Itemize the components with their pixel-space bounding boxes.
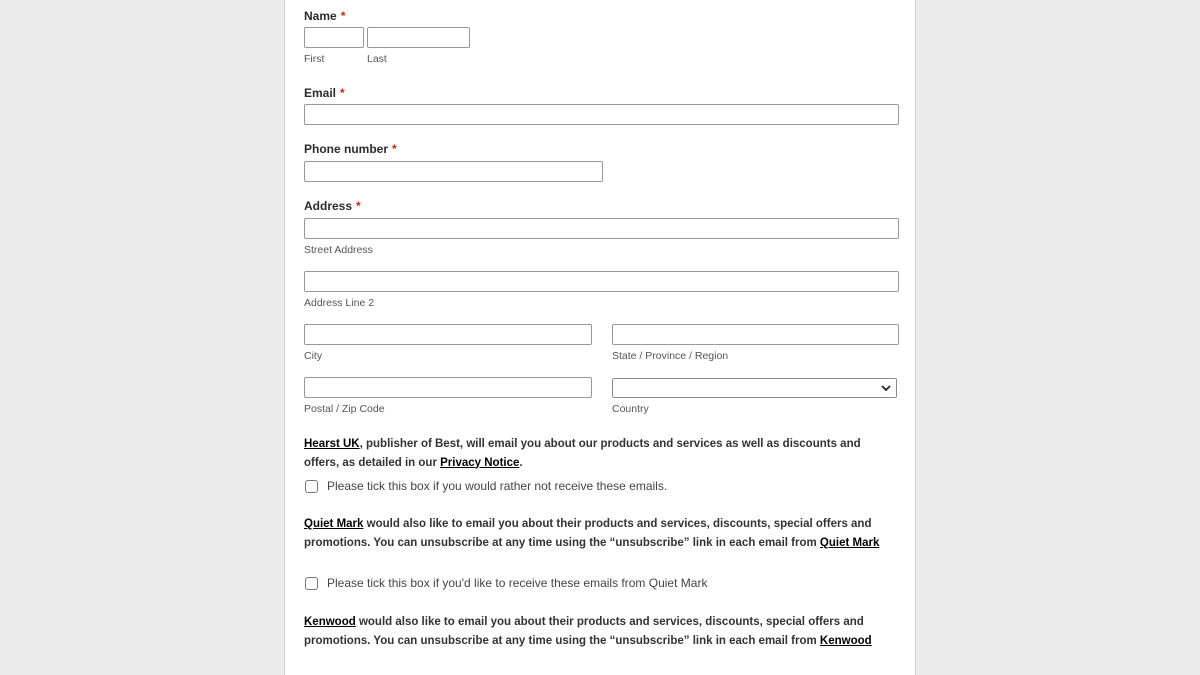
last-name-input[interactable]: [367, 27, 470, 48]
quiet-mark-link[interactable]: Quiet Mark: [304, 518, 364, 530]
phone-label-text: Phone number: [304, 142, 389, 156]
hearst-optout-label[interactable]: Please tick this box if you would rather not receive these emails.: [327, 479, 668, 493]
chevron-down-icon: [880, 382, 892, 394]
phone-input[interactable]: [304, 161, 603, 182]
street-address-sublabel: Street Address: [304, 244, 373, 256]
address-label-text: Address: [304, 199, 353, 213]
state-sublabel: State / Province / Region: [612, 350, 729, 362]
kenwood-consent-text: [304, 613, 894, 650]
hearst-consent-end: .: [519, 456, 523, 469]
state-input[interactable]: [612, 324, 899, 345]
privacy-notice-link[interactable]: Privacy Notice: [440, 456, 520, 469]
required-asterisk: *: [392, 142, 397, 156]
address-line2-sublabel: Address Line 2: [304, 297, 375, 309]
city-sublabel: City: [304, 350, 323, 362]
kenwood-link[interactable]: Kenwood: [304, 616, 356, 628]
required-asterisk: *: [340, 9, 346, 23]
hearst-consent-text: [304, 435, 894, 472]
postal-code-sublabel: Postal / Zip Code: [304, 403, 385, 415]
hearst-consent-body: , publisher of Best, will email you about our products and services as well as discounts and offers, as detailed in our: [304, 438, 861, 469]
postal-code-input[interactable]: [304, 377, 592, 398]
kenwood-link-2[interactable]: Kenwood: [819, 634, 872, 647]
quietmark-consent-text: [304, 515, 894, 552]
kenwood-consent-body: would also like to email you about their products and services, discounts, special offers and promotions. You can unsubscribe at any time using the “unsubscribe” link in each email from: [304, 616, 864, 647]
email-label: [304, 86, 345, 100]
country-select[interactable]: [612, 378, 897, 398]
country-sublabel: Country: [612, 403, 649, 415]
quietmark-consent-body: would also like to email you about their products and services, discounts, special offers and promotions. You can unsubscribe at any time using the “unsubscribe” link in each email from: [304, 518, 872, 549]
name-label: [304, 9, 345, 23]
quietmark-optin-checkbox[interactable]: [305, 577, 318, 590]
email-input[interactable]: [304, 104, 899, 125]
form-panel: [284, 0, 916, 675]
hearst-uk-link[interactable]: Hearst UK: [304, 438, 360, 450]
city-input[interactable]: [304, 324, 592, 345]
street-address-input[interactable]: [304, 218, 899, 239]
address-line2-input[interactable]: [304, 271, 899, 292]
last-name-sublabel: Last: [367, 53, 387, 65]
required-asterisk: *: [340, 86, 345, 100]
quietmark-optin-label[interactable]: Please tick this box if you'd like to receive these emails from Quiet Mark: [327, 576, 708, 590]
phone-label: [304, 142, 397, 156]
required-asterisk: *: [356, 199, 361, 213]
address-label: [304, 199, 361, 213]
quiet-mark-link-2[interactable]: Quiet Mark: [819, 536, 880, 549]
first-name-sublabel: First: [304, 53, 325, 65]
hearst-optout-checkbox[interactable]: [305, 480, 318, 493]
first-name-input[interactable]: [304, 27, 364, 48]
name-label-text: Name: [304, 9, 337, 23]
email-label-text: Email: [304, 86, 337, 100]
